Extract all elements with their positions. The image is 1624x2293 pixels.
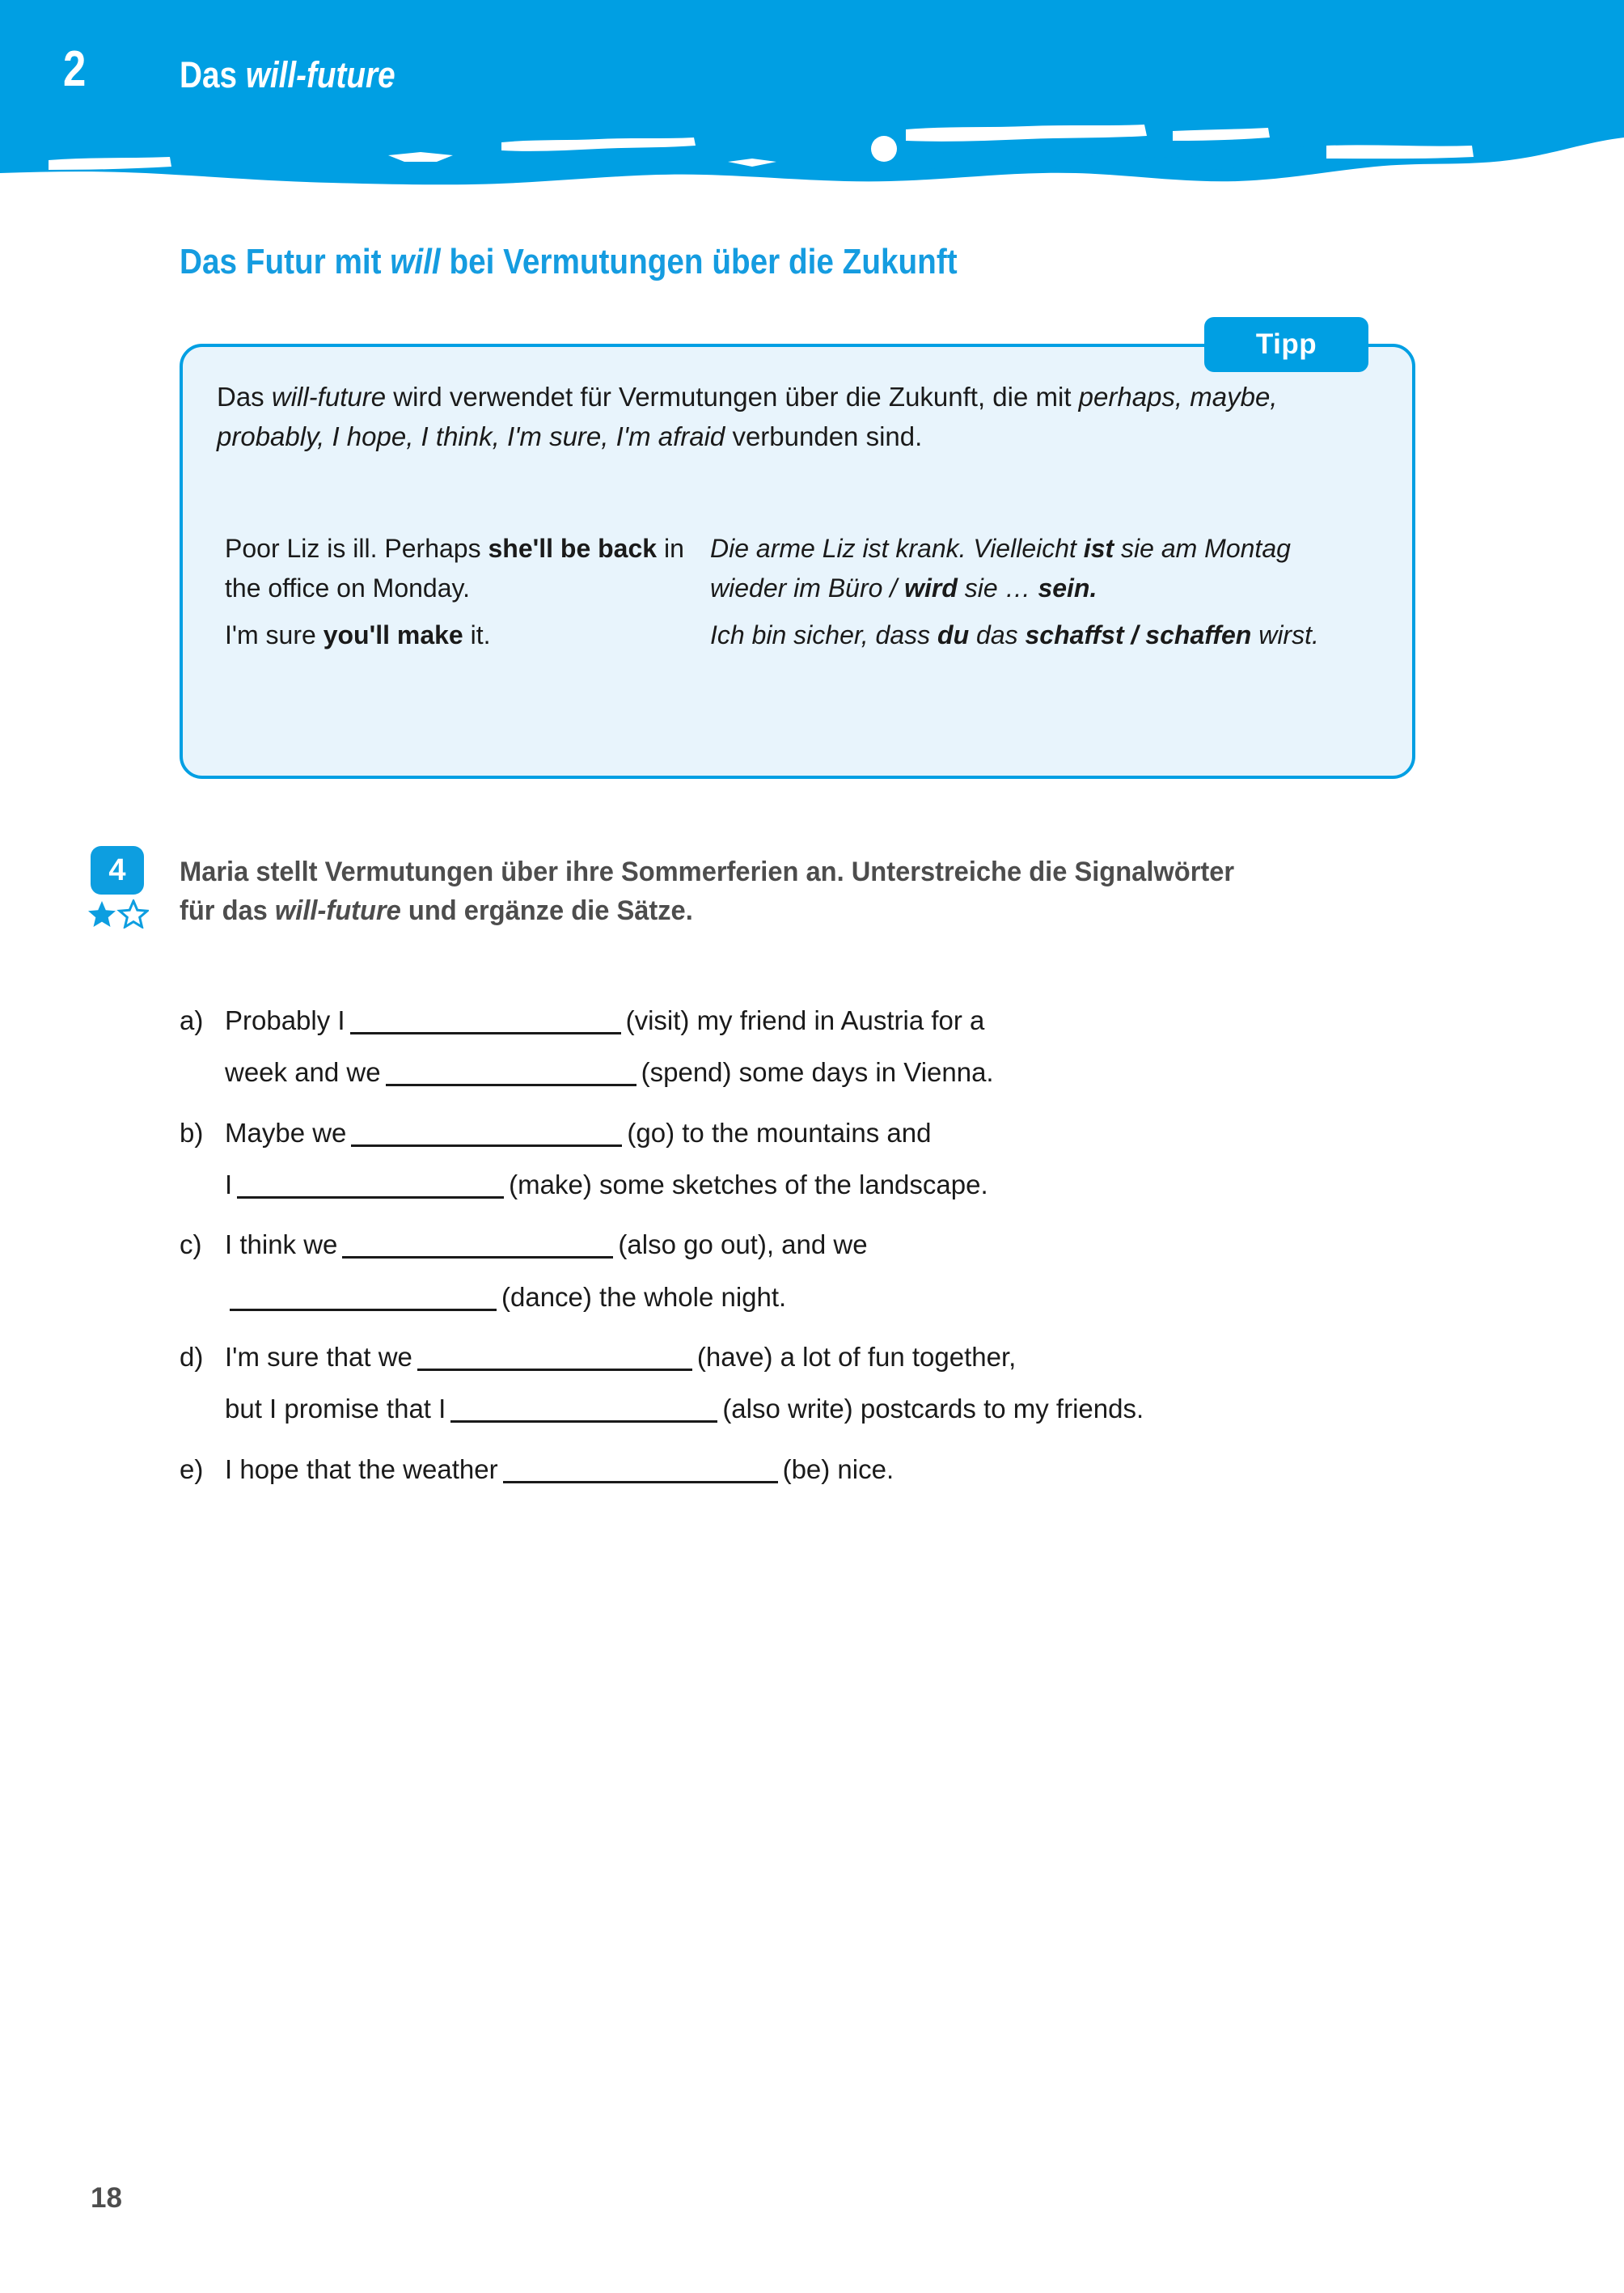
tipp-ex1-en-plain2: in the office on Monday. xyxy=(225,534,684,603)
tipp-ex2-de-bold2: schaffst / schaffen xyxy=(1025,620,1252,650)
item-label-e: e) xyxy=(180,1453,204,1484)
tipp-column-english xyxy=(225,529,710,655)
tipp-ex2-de-plain3: wirst. xyxy=(1251,620,1319,650)
tipp-example-de-2 xyxy=(710,616,1365,655)
answer-blank-a1[interactable] xyxy=(350,1004,621,1034)
exercise-item-a xyxy=(180,995,1441,1099)
tipp-ex1-en-bold1: she'll be back xyxy=(488,534,658,563)
answer-blank-c2[interactable] xyxy=(230,1280,497,1311)
header-brush-shape xyxy=(0,0,1624,201)
item-b-line1-post: (go) to the mountains and xyxy=(627,1117,932,1148)
page-header xyxy=(0,0,1624,201)
exercise-items-list xyxy=(180,995,1441,1504)
tipp-intro-italic2: perhaps, maybe, probably, I hope, I think, I'm sure, I'm afraid xyxy=(217,382,1278,451)
chapter-title-plain: Das xyxy=(180,54,246,95)
exercise-item-b xyxy=(180,1107,1441,1212)
item-label-b: b) xyxy=(180,1117,204,1148)
tipp-column-german xyxy=(710,529,1365,655)
section-title xyxy=(180,243,958,281)
page-number: 18 xyxy=(91,2182,122,2214)
item-c-line1-post: (also go out), and we xyxy=(618,1229,868,1260)
item-body-b xyxy=(225,1107,1441,1212)
tipp-ex1-de-bold3: sein. xyxy=(1038,573,1097,603)
item-e-line1-post: (be) nice. xyxy=(782,1453,894,1484)
tipp-intro-part3: verbunden sind. xyxy=(725,421,923,451)
answer-blank-c1[interactable] xyxy=(342,1229,613,1259)
tipp-ex1-de-plain2: sie am Montag wieder im Büro / xyxy=(710,534,1291,603)
tipp-intro-part2: wird verwendet für Vermutungen über die Zukunft, die mit xyxy=(386,382,1079,412)
tipp-ex2-en-plain2: it. xyxy=(463,620,491,650)
difficulty-stars xyxy=(87,898,149,930)
answer-blank-b2[interactable] xyxy=(237,1168,504,1199)
item-b-line2-post: (make) some sketches of the landscape. xyxy=(509,1170,988,1200)
item-c-line1-pre: I think we xyxy=(225,1229,338,1260)
answer-blank-d1[interactable] xyxy=(417,1340,692,1371)
tipp-ex2-de-plain2: das xyxy=(969,620,1026,650)
exercise-instruction xyxy=(180,853,1275,930)
item-b-line1-pre: Maybe we xyxy=(225,1117,347,1148)
tipp-intro-text xyxy=(217,378,1357,456)
item-d-line1-pre: I'm sure that we xyxy=(225,1342,412,1373)
exercise-number-badge: 4 xyxy=(91,846,144,895)
exercise-instruction-italic: will-future xyxy=(274,895,401,926)
chapter-title-italic: will-future xyxy=(245,54,395,95)
item-e-line1-pre: I hope that the weather xyxy=(225,1453,498,1484)
star-filled-icon xyxy=(88,901,116,927)
item-body-d xyxy=(225,1331,1441,1436)
tipp-example-en-1 xyxy=(225,529,692,607)
item-label-d: d) xyxy=(180,1342,204,1373)
item-a-line1-post: (visit) my friend in Austria for a xyxy=(625,1005,985,1035)
tipp-badge: Tipp xyxy=(1204,317,1368,372)
exercise-item-c xyxy=(180,1219,1441,1323)
answer-blank-b1[interactable] xyxy=(351,1116,622,1147)
tipp-example-de-1 xyxy=(710,529,1365,607)
tipp-ex2-en-plain1: I'm sure xyxy=(225,620,324,650)
item-label-c: c) xyxy=(180,1229,202,1260)
tipp-box xyxy=(180,344,1415,779)
item-a-line2-pre: week and we xyxy=(225,1057,381,1088)
tipp-ex1-de-bold1: ist xyxy=(1083,534,1114,563)
tipp-ex2-en-bold1: you'll make xyxy=(323,620,463,650)
section-title-italic: will xyxy=(390,242,441,281)
chapter-title xyxy=(180,54,395,95)
item-c-line2-post: (dance) the whole night. xyxy=(501,1281,787,1312)
item-body-e xyxy=(225,1444,1441,1496)
tipp-ex1-de-plain1: Die arme Liz ist krank. Vielleicht xyxy=(710,534,1084,563)
answer-blank-e1[interactable] xyxy=(503,1453,778,1483)
item-d-line2-pre: but I promise that I xyxy=(225,1394,446,1424)
item-a-line1-pre: Probably I xyxy=(225,1005,345,1035)
answer-blank-a2[interactable] xyxy=(386,1056,636,1087)
item-a-line2-post: (spend) some days in Vienna. xyxy=(641,1057,994,1088)
exercise-instruction-part2: und ergänze die Sätze. xyxy=(400,895,693,926)
item-d-line1-post: (have) a lot of fun together, xyxy=(696,1342,1017,1373)
tipp-ex2-de-bold1: du xyxy=(937,620,970,650)
tipp-ex1-en-plain1: Poor Liz is ill. Perhaps xyxy=(225,534,488,563)
section-title-part2: bei Vermutungen über die Zukunft xyxy=(440,242,958,281)
chapter-number: 2 xyxy=(63,41,86,97)
answer-blank-d2[interactable] xyxy=(450,1393,717,1424)
tipp-ex1-de-plain3: sie … xyxy=(957,573,1038,603)
star-outline-icon xyxy=(120,901,147,927)
tipp-intro-part1: Das xyxy=(217,382,272,412)
tipp-example-en-2 xyxy=(225,616,692,655)
tipp-ex1-de-bold2: wird xyxy=(904,573,958,603)
item-body-a xyxy=(225,995,1441,1099)
item-label-a: a) xyxy=(180,1005,204,1035)
exercise-instruction-part1: Maria stellt Vermutungen über ihre Sommerferien an. Unterstreiche die Signalwörter für das xyxy=(180,857,1235,926)
tipp-ex2-de-plain1: Ich bin sicher, dass xyxy=(710,620,938,650)
exercise-item-d xyxy=(180,1331,1441,1436)
item-d-line2-post: (also write) postcards to my friends. xyxy=(722,1394,1144,1424)
section-title-part1: Das Futur mit xyxy=(180,242,391,281)
item-body-c xyxy=(225,1219,1441,1323)
item-b-line2-pre: I xyxy=(225,1170,233,1200)
tipp-examples xyxy=(225,529,1381,655)
exercise-item-e xyxy=(180,1444,1441,1496)
tipp-intro-italic1: will-future xyxy=(271,382,387,412)
